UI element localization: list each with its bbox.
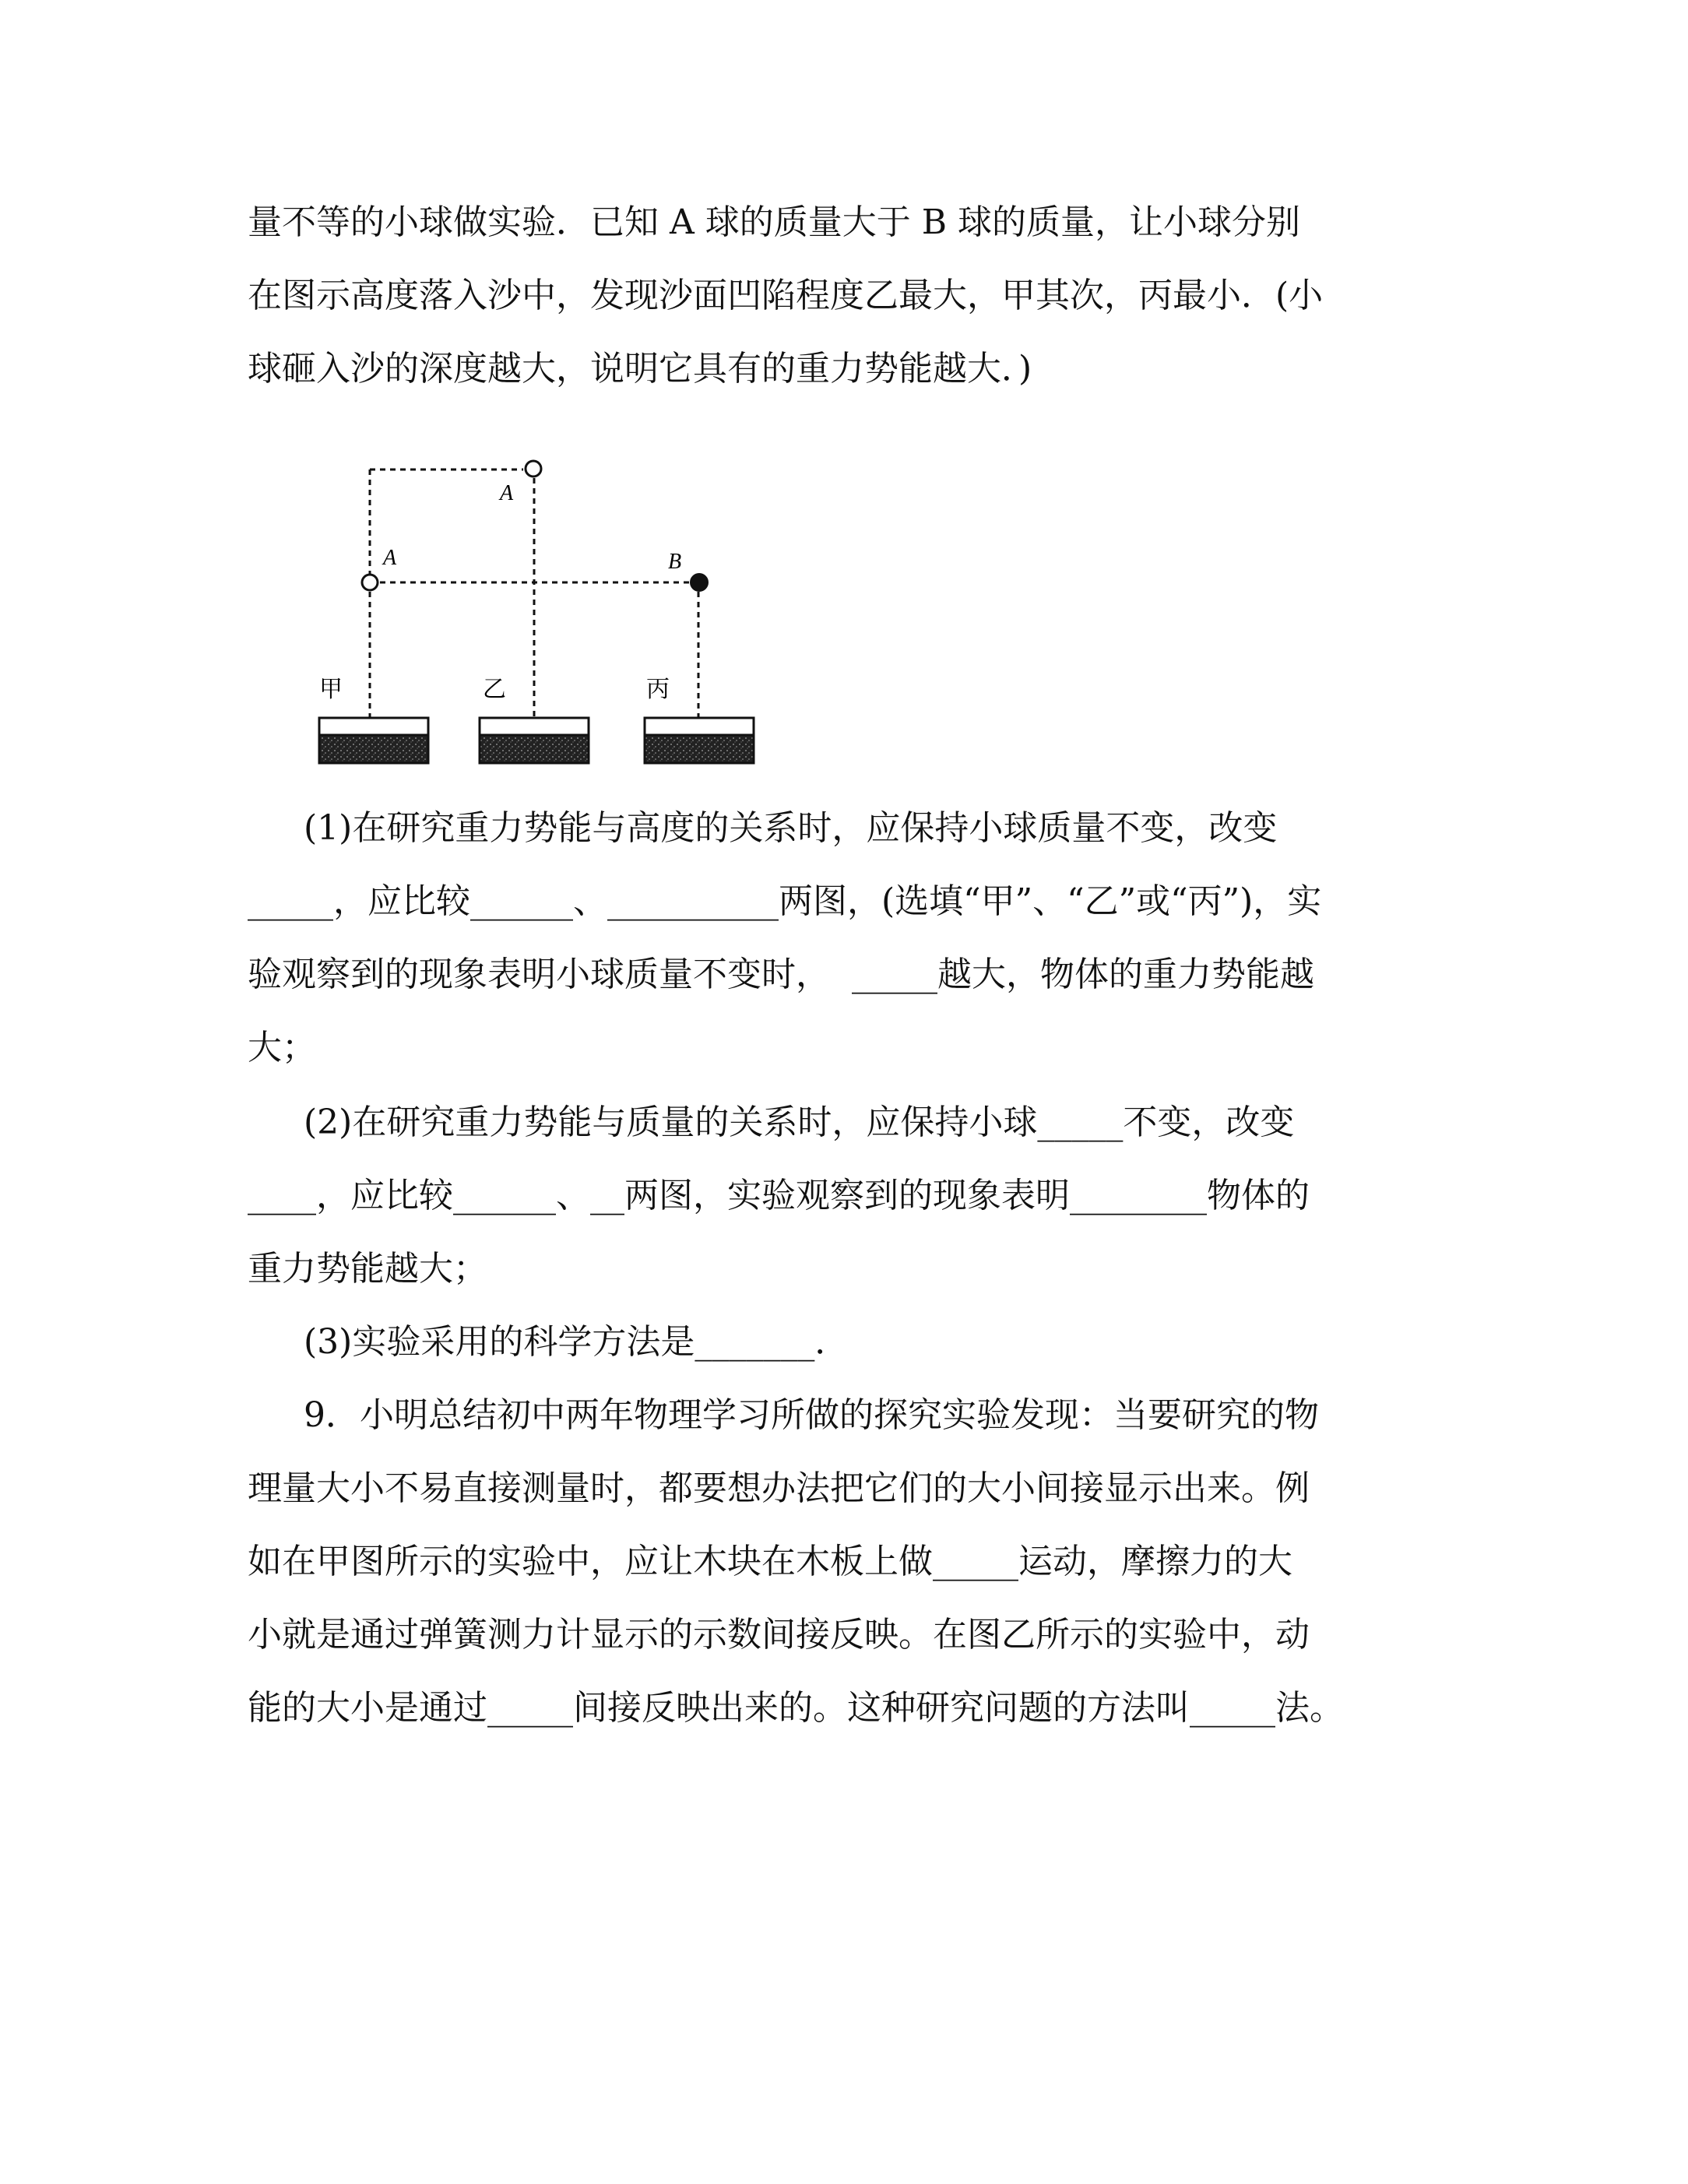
ball-a-low xyxy=(362,575,378,590)
q9-line-1: 9．小明总结初中两年物理学习所做的探究实验发现：当要研究的物 xyxy=(304,1395,1319,1435)
q2-line-3: 重力势能越大； xyxy=(248,1249,487,1289)
q9-line-2: 理量大小不易直接测量时，都要想办法把它们的大小间接显示出来。例 xyxy=(248,1468,1310,1508)
experiment-figure xyxy=(296,444,779,771)
container-jia xyxy=(319,718,428,763)
container-yi xyxy=(480,718,589,763)
q2-line-1: (2)在研究重力势能与质量的关系时，应保持小球_____不变，改变 xyxy=(304,1103,1295,1142)
ball-a-high xyxy=(526,461,541,477)
q2-line-2: ____，应比较______、__两图，实验观察到的现象表明________物体的 xyxy=(248,1176,1310,1215)
label-jia: 甲 xyxy=(319,676,343,703)
container-bing xyxy=(645,718,754,763)
intro-line-2: 在图示高度落入沙中，发现沙面凹陷程度乙最大，甲其次，丙最小．(小 xyxy=(248,276,1324,315)
label-a-low: A xyxy=(383,546,397,570)
q9-line-3: 如在甲图所示的实验中，应让木块在木板上做_____运动，摩擦力的大 xyxy=(248,1542,1292,1581)
label-a-high: A xyxy=(500,481,514,505)
q1-line-2: _____，应比较______、__________两图，(选填“甲”、“乙”或“丙”)，实 xyxy=(248,881,1322,921)
q3-line: (3)实验采用的科学方法是_______． xyxy=(304,1322,849,1362)
q9-line-4: 小就是通过弹簧测力计显示的示数间接反映。在图乙所示的实验中，动 xyxy=(248,1615,1310,1655)
ball-b xyxy=(691,574,708,591)
label-b: B xyxy=(668,550,682,574)
label-bing: 丙 xyxy=(646,676,670,703)
intro-line-1: 量不等的小球做实验．已知 A 球的质量大于 B 球的质量，让小球分别 xyxy=(248,202,1301,242)
q9-line-5: 能的大小是通过_____间接反映出来的。这种研究问题的方法叫_____法。 xyxy=(248,1688,1344,1728)
intro-line-3: 球砸入沙的深度越大，说明它具有的重力势能越大．) xyxy=(248,349,1032,389)
q1-line-1: (1)在研究重力势能与高度的关系时，应保持小球质量不变，改变 xyxy=(304,808,1278,848)
q1-line-4: 大； xyxy=(248,1028,316,1067)
label-yi: 乙 xyxy=(483,676,506,703)
q1-line-3: 验观察到的现象表明小球质量不变时， _____越大，物体的重力势能越 xyxy=(248,955,1314,994)
